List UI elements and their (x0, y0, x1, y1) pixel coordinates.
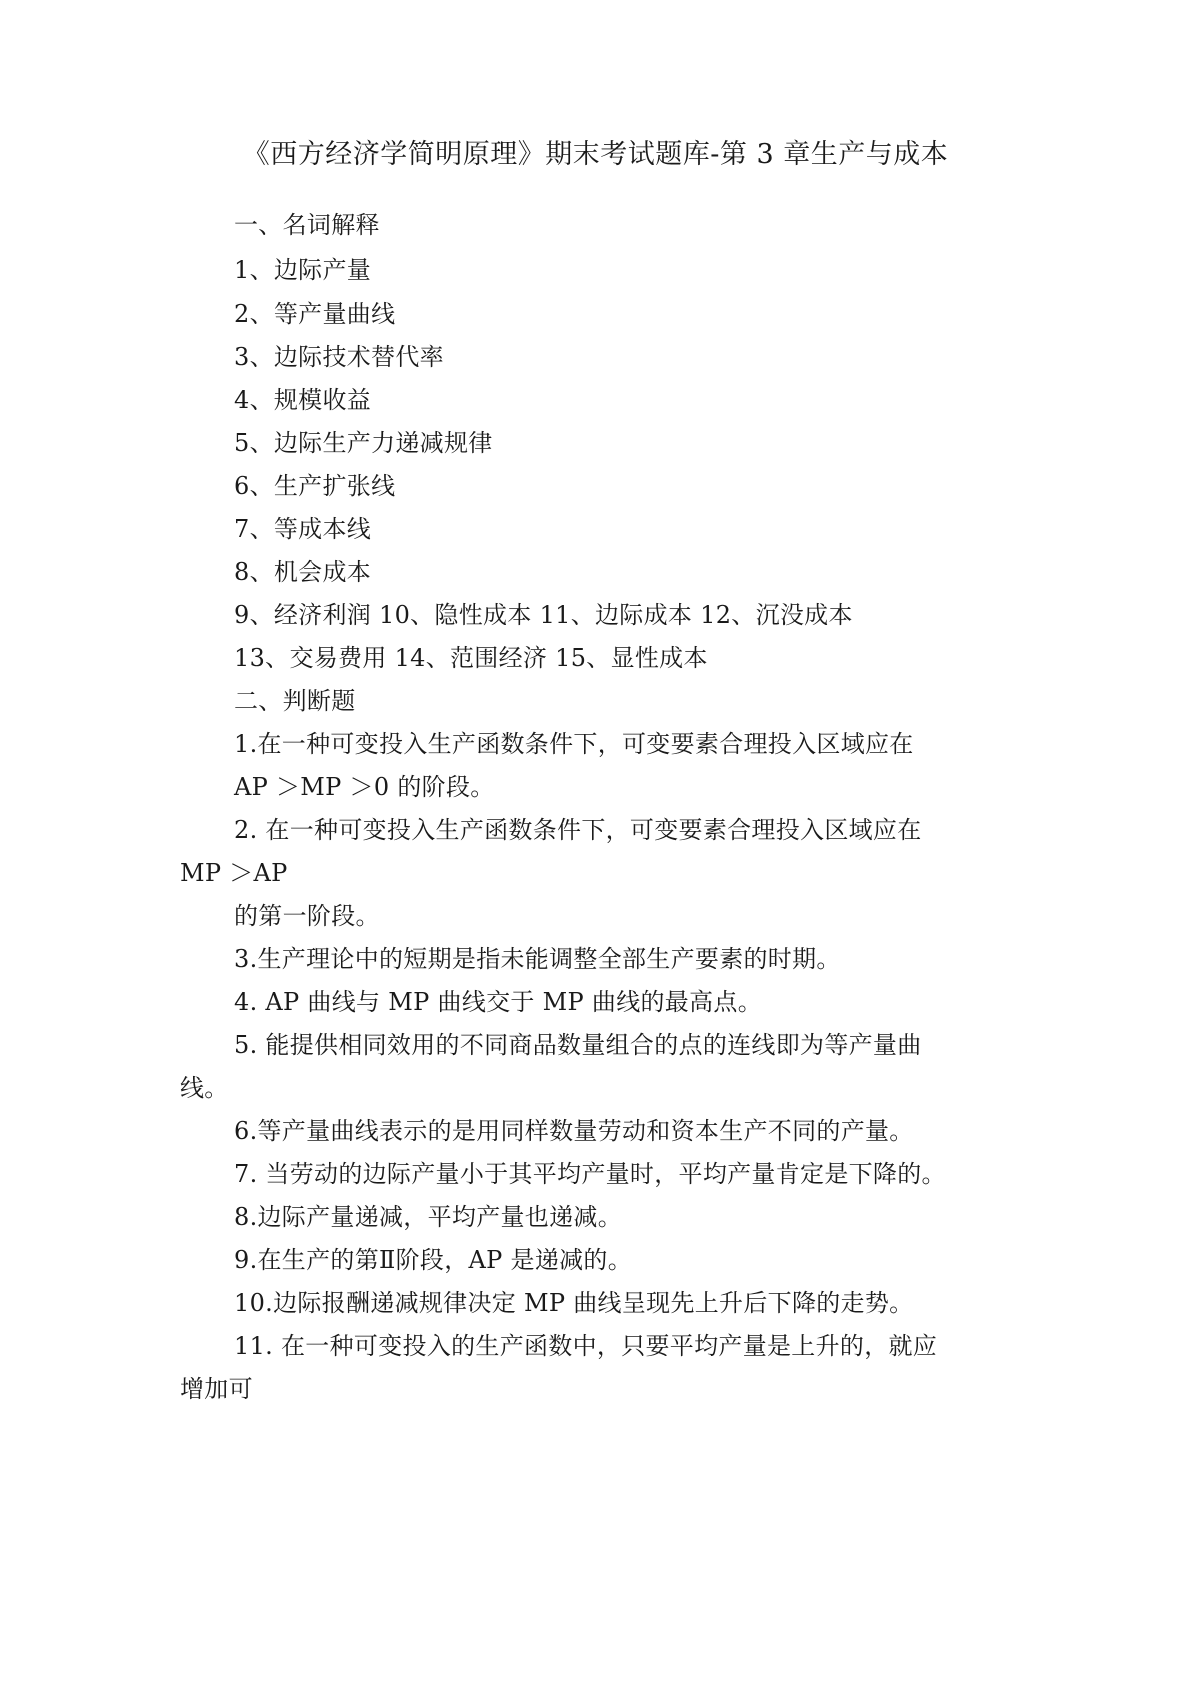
question-3: 3.生产理论中的短期是指未能调整全部生产要素的时期。 (234, 945, 841, 973)
term-item: 13、交易费用 14、范围经济 15、显性成本 (234, 644, 708, 672)
question-8: 8.边际产量递减，平均产量也递减。 (234, 1203, 622, 1231)
question-2-line-2: MP ＞AP (180, 859, 288, 887)
term-item: 3、边际技术替代率 (234, 343, 444, 371)
term-item: 6、生产扩张线 (234, 472, 396, 500)
question-1-line-1: 1.在一种可变投入生产函数条件下，可变要素合理投入区域应在 (234, 730, 914, 758)
term-item: 5、边际生产力递减规律 (234, 429, 493, 457)
question-6: 6.等产量曲线表示的是用同样数量劳动和资本生产不同的产量。 (234, 1117, 914, 1145)
question-2-line-3: 的第一阶段。 (234, 902, 380, 930)
section-heading-definitions: 一、名词解释 (234, 211, 380, 239)
question-2-line-1: 2. 在一种可变投入生产函数条件下，可变要素合理投入区域应在 (234, 816, 922, 844)
question-11-line-1: 11. 在一种可变投入的生产函数中，只要平均产量是上升的，就应 (234, 1332, 938, 1360)
page-title: 《西方经济学简明原理》期末考试题库-第 3 章生产与成本 (242, 139, 949, 170)
section-heading-true-false: 二、判断题 (234, 687, 356, 715)
term-item: 1、边际产量 (234, 256, 372, 284)
question-5-line-2: 线。 (180, 1074, 229, 1102)
question-7: 7. 当劳动的边际产量小于其平均产量时，平均产量肯定是下降的。 (234, 1160, 946, 1188)
term-item: 4、规模收益 (234, 386, 372, 414)
term-item: 2、等产量曲线 (234, 300, 396, 328)
question-11-line-2: 增加可 (180, 1375, 253, 1403)
term-item: 8、机会成本 (234, 558, 372, 586)
question-5-line-1: 5. 能提供相同效用的不同商品数量组合的点的连线即为等产量曲 (234, 1031, 922, 1059)
question-9: 9.在生产的第Ⅱ阶段，AP 是递减的。 (234, 1246, 633, 1274)
question-4: 4. AP 曲线与 MP 曲线交于 MP 曲线的最高点。 (234, 988, 762, 1016)
term-item: 9、经济利润 10、隐性成本 11、边际成本 12、沉没成本 (234, 601, 853, 629)
question-10: 10.边际报酬递减规律决定 MP 曲线呈现先上升后下降的走势。 (234, 1289, 914, 1317)
question-1-line-2: AP ＞MP ＞0 的阶段。 (234, 773, 495, 801)
term-item: 7、等成本线 (234, 515, 372, 543)
